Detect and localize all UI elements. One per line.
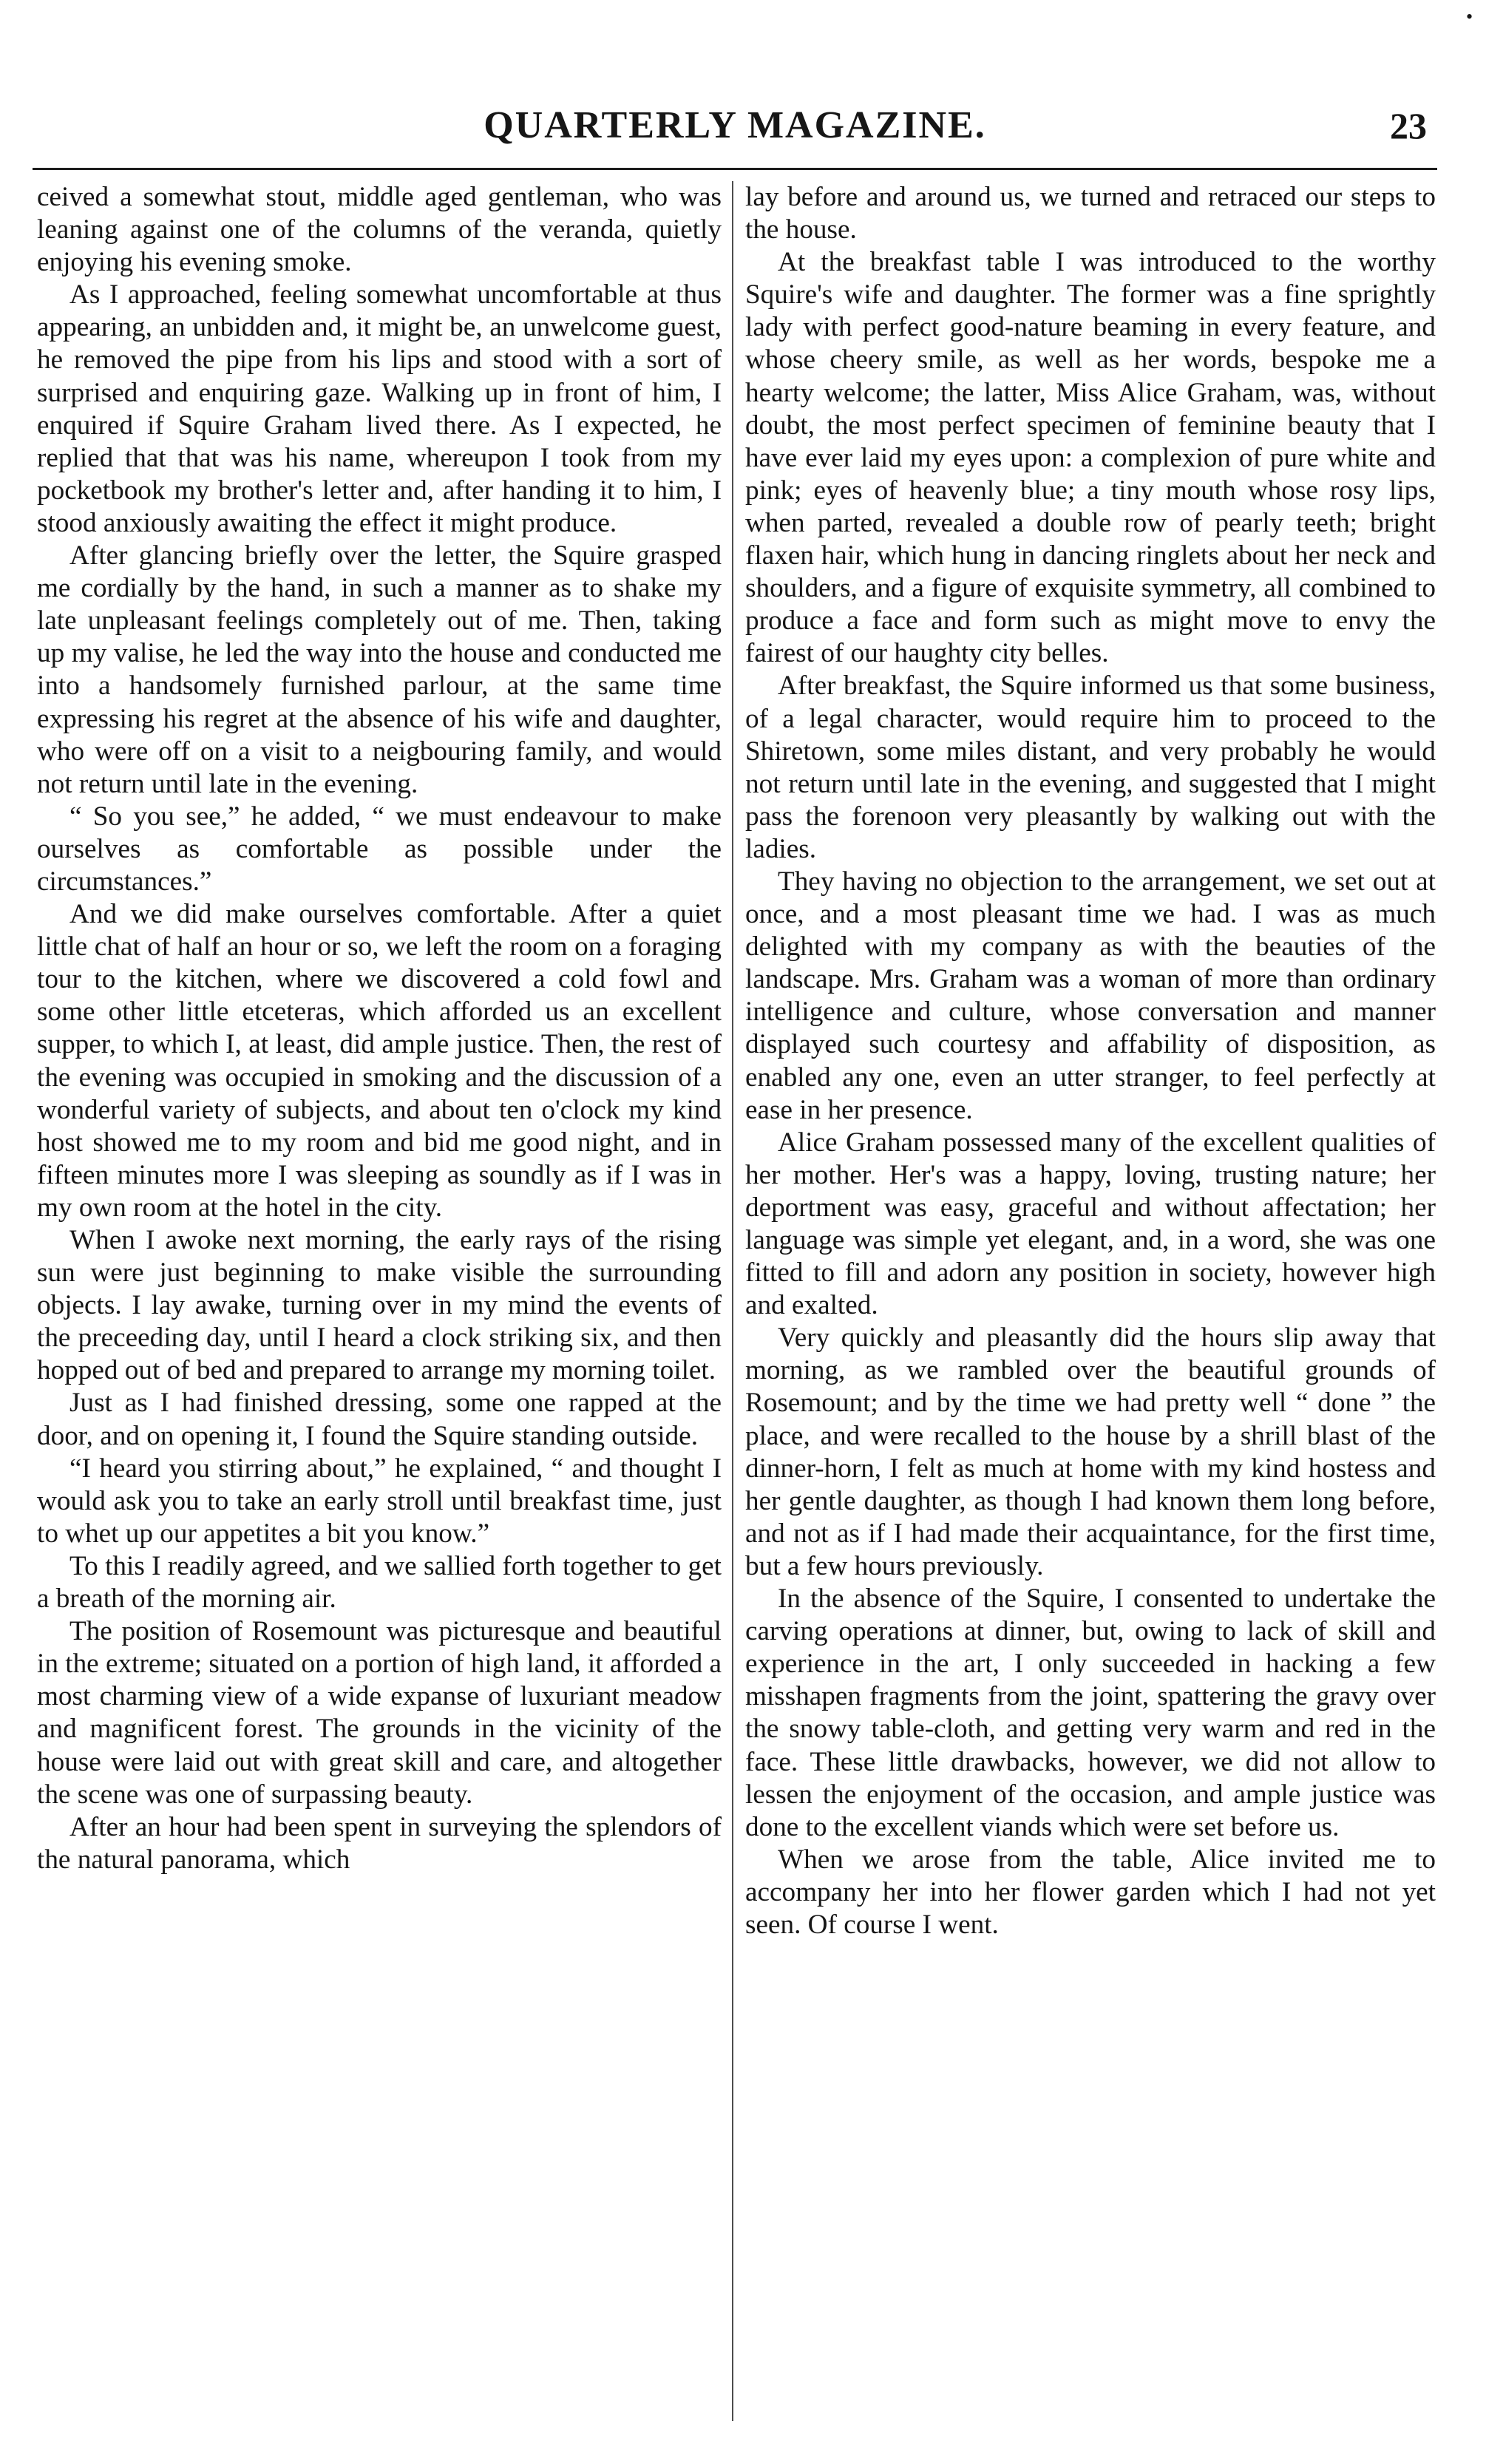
column-divider	[732, 181, 733, 2421]
right-paragraph-4: They having no objection to the arrangement, we set out at once, and a most pleasant time we had. I was as much delighted with my company as with the beauties of the landscape. Mrs. Graham was a woman of more than ordinary intelligence and culture, whose conversation and manner displayed such courtesy and affability of disposition, as enabled any one, even an utter stranger, to feel perfectly at ease in her presence.	[745, 866, 1436, 1125]
left-paragraph-3: After glancing briefly over the letter, the Squire grasped me cordially by the hand, in such a manner as to shake my late unpleasant feelings completely out of me. Then, taking up my valise, he led the way into the house and conducted me into a handsomely furnished parlour, at the same time expressing his regret at the absence of his wife and daughter, who were off on a visit to a neigbouring family, and would not return until late in the evening.	[37, 540, 722, 799]
right-paragraph-7: In the absence of the Squire, I consented to undertake the carving operations at dinner, but, owing to lack of skill and experience in the art, I only succeeded in hacking a few misshapen fragments from the joint, spattering the gravy over the snowy table-cloth, and getting very warm and red in the face. These little drawbacks, however, we did not allow to lessen the enjoyment of the occasion, and ample justice was done to the excellent viands which were set before us.	[745, 1584, 1436, 1842]
right-paragraph-8: When we arose from the table, Alice invited me to accompany her into her flower garden which I had not yet seen. Of course I went.	[745, 1844, 1436, 1940]
magazine-title: QUARTERLY MAGAZINE.	[484, 104, 986, 146]
right-paragraph-5: Alice Graham possessed many of the excellent qualities of her mother. Her's was a happy, loving, trusting nature; her deportment was easy, graceful and without affectation; her language was simple yet elegant, and, in a word, she was one fitted to fill and adorn any position in society, however high and exalted.	[745, 1127, 1436, 1321]
left-column	[37, 181, 722, 2436]
header-rule	[33, 168, 1437, 170]
right-paragraph-2: At the breakfast table I was introduced to the worthy Squire's wife and daughter. The former was a fine sprightly lady with perfect good-nature beaming in every feature, and whose cheery smile, as well as her words, bespoke me a hearty welcome; the latter, Miss Alice Graham, was, without doubt, the most perfect specimen of feminine beauty that I have ever laid my eyes upon: a complexion of pure white and pink; eyes of heavenly blue; a tiny mouth whose rosy lips, when parted, revealed a double row of pearly teeth; bright flaxen hair, which hung in dancing ringlets about her neck and shoulders, and a figure of exquisite symmetry, all combined to produce a face and form such as might move to envy the fairest of our haughty city belles.	[745, 247, 1436, 669]
page-number: 23	[1390, 105, 1427, 146]
left-paragraph-2: As I approached, feeling somewhat uncomfortable at thus appearing, an unbidden and, it might be, an unwelcome guest, he removed the pipe from his lips and stood with a sort of surprised and enquiring gaze. Walking up in front of him, I enquired if Squire Graham lived there. As I expected, he replied that that was his name, whereupon I took from my pocketbook my brother's letter and, after handing it to him, I stood anxiously awaiting the effect it might produce.	[37, 279, 722, 538]
right-paragraph-3: After breakfast, the Squire informed us that some business, of a legal character, would require him to proceed to the Shiretown, some miles distant, and very probably he would not return until late in the evening, and suggested that I might pass the forenoon very pleasantly by walking out with the ladies.	[745, 671, 1436, 864]
corner-mark: •	[1466, 6, 1473, 27]
left-paragraph-5: And we did make ourselves comfortable. After a quiet little chat of half an hour or so, we left the room on a foraging tour to the kitchen, where we discovered a cold fowl and some other little etceteras, which afforded us an excellent supper, to which I, at least, did ample justice. Then, the rest of the evening was occupied in smoking and the discussion of a wonderful variety of subjects, and about ten o'clock my kind host showed me to my room and bid me good night, and in fifteen minutes more I was sleeping as soundly as if I was in my own room at the hotel in the city.	[37, 899, 722, 1223]
left-paragraph-4: “ So you see,” he added, “ we must endeavour to make ourselves as comfortable as possible under the circumstances.”	[37, 801, 722, 897]
right-column	[745, 181, 1436, 2436]
page-header	[33, 103, 1437, 157]
left-paragraph-7: Just as I had finished dressing, some one rapped at the door, and on opening it, I found the Squire standing outside.	[37, 1388, 722, 1451]
left-paragraph-9: To this I readily agreed, and we sallied forth together to get a breath of the morning air.	[37, 1550, 722, 1615]
left-paragraph-6: When I awoke next morning, the early rays of the rising sun were just beginning to make visible the surrounding objects. I lay awake, turning over in my mind the events of the preceeding day, until I heard a clock striking six, and then hopped out of bed and prepared to arrange my morning toilet.	[37, 1225, 722, 1386]
right-paragraph-1: lay before and around us, we turned and retraced our steps to the house.	[745, 182, 1436, 245]
left-paragraph-10: The position of Rosemount was picturesque and beautiful in the extreme; situated on a portion of high land, it afforded a most charming view of a wide expanse of luxuriant meadow and magnificent forest. The grounds in the vicinity of the house were laid out with great skill and care, and altogether the scene was one of surpassing beauty.	[37, 1616, 722, 1810]
left-paragraph-8: “I heard you stirring about,” he explained, “ and thought I would ask you to take an early stroll until breakfast time, just to whet up our appetites a bit you know.”	[37, 1453, 722, 1549]
left-paragraph-1: ceived a somewhat stout, middle aged gentleman, who was leaning against one of the columns of the veranda, quietly enjoying his evening smoke.	[37, 182, 722, 278]
right-paragraph-6: Very quickly and pleasantly did the hours slip away that morning, as we rambled over the beautiful grounds of Rosemount; and by the time we had pretty well “ done ” the place, and were recalled to the house by a shrill blast of the dinner-horn, I felt as much at home with my kind hostess and her gentle daughter, as though I had known them long before, and not as if I had made their acquaintance, for the first time, but a few hours previously.	[745, 1323, 1436, 1581]
left-paragraph-11: After an hour had been spent in surveying the splendors of the natural panorama, which	[37, 1811, 722, 1875]
